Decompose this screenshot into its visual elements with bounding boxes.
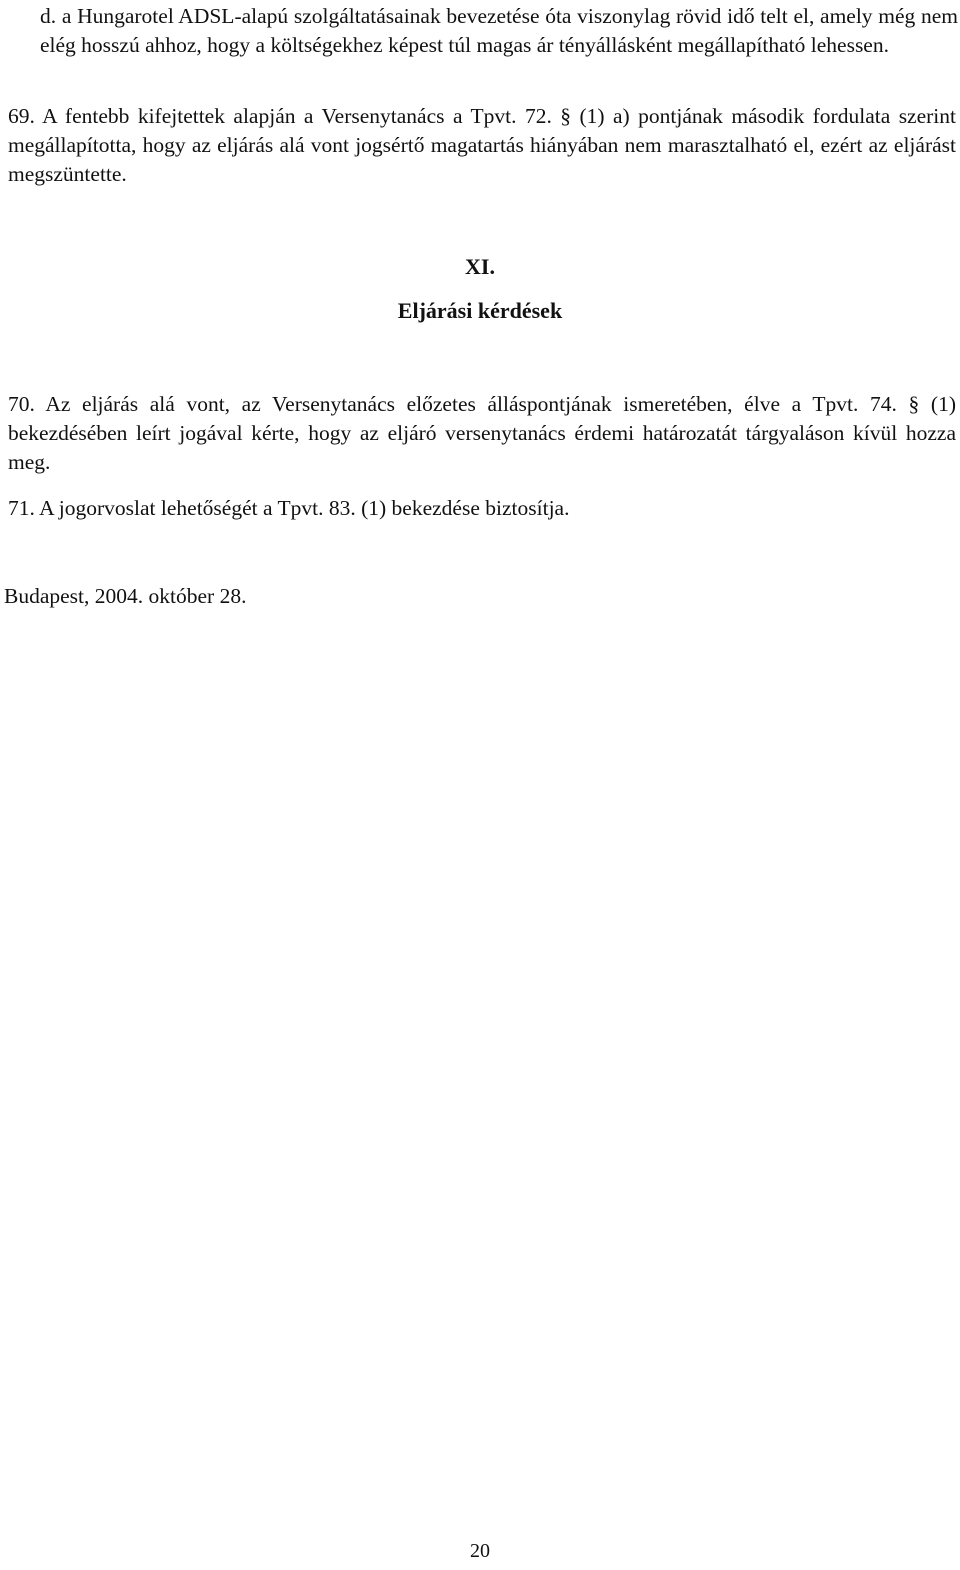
section-number: XI.	[465, 254, 495, 279]
section-title: Eljárási kérdések	[397, 298, 563, 323]
list-item-text: a Hungarotel ADSL-alapú szolgáltatásainak bevezetése óta viszonylag rövid idő telt el, amely még nem elég hosszú ahhoz, hogy a költségekhez képest túl magas ár tényállásként megállapítható lehessen.	[40, 4, 958, 57]
paragraph-70: 70. Az eljárás alá vont, az Versenytanács előzetes álláspontjának ismeretében, élve a Tpvt. 74. § (1) bekezdésében leírt jogával kérte, hogy az eljáró versenytanács érdemi határozatát tárgyaláson kívül hozza meg.	[8, 392, 956, 474]
paragraph-71: 71. A jogorvoslat lehetőségét a Tpvt. 83. (1) bekezdése biztosítja.	[8, 496, 570, 520]
list-marker: d.	[40, 4, 57, 28]
signature-line: Budapest, 2004. október 28.	[4, 584, 247, 608]
list-item-d	[40, 2, 958, 60]
paragraph-69: 69. A fentebb kifejtettek alapján a Versenytanács a Tpvt. 72. § (1) a) pontjának második fordulata szerint megállapította, hogy az eljárás alá vont jogsértő magatartás hiányában nem marasztalható el, ezért az eljárást megszüntette.	[8, 104, 956, 186]
page-number: 20	[470, 1540, 490, 1562]
